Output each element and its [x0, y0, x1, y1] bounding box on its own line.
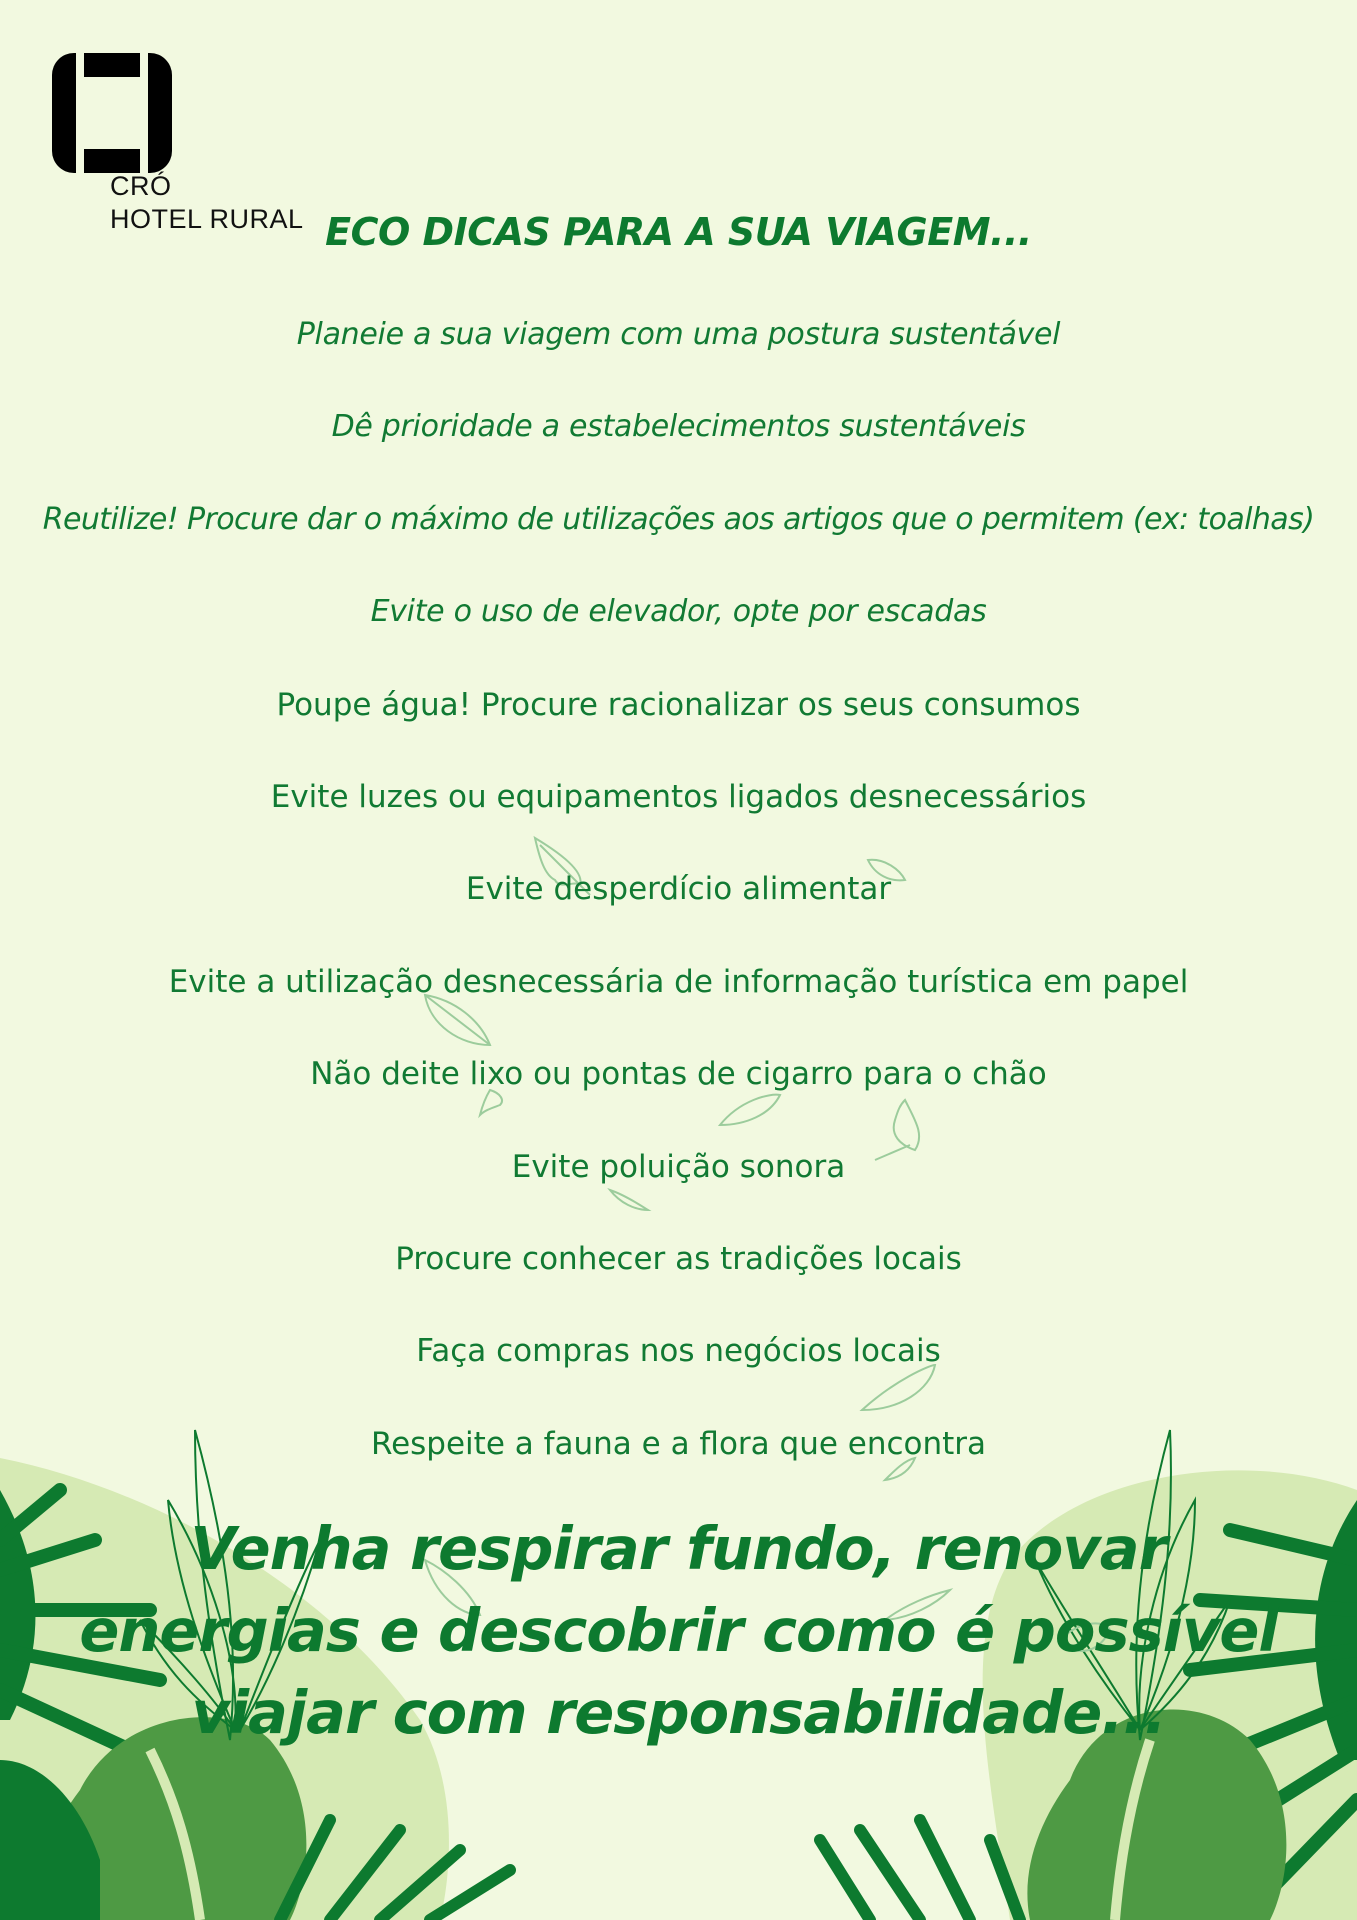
page-title: ECO DICAS PARA A SUA VIAGEM... — [325, 210, 1032, 254]
closing-line: viajar com responsabilidade... — [191, 1678, 1166, 1747]
tips-list — [0, 310, 1357, 1511]
tip-item: Evite luzes ou equipamentos ligados desnecessários — [270, 778, 1087, 815]
tip-item: Não deite lixo ou pontas de cigarro para o chão — [310, 1056, 1047, 1093]
tip-item: Reutilize! Procure dar o máximo de utilizações aos artigos que o permitem (ex: toalhas) — [42, 501, 1315, 537]
closing-message — [0, 1508, 1357, 1754]
tip-item: Planeie a sua viagem com uma postura sustentável — [296, 317, 1061, 352]
tip-item: Evite o uso de elevador, opte por escadas — [370, 594, 987, 630]
closing-line: Venha respirar fundo, renovar — [190, 1514, 1167, 1583]
tip-item: Poupe água! Procure racionalizar os seus consumos — [276, 686, 1081, 723]
tip-item: Evite poluição sonora — [511, 1148, 846, 1185]
tip-item: Faça compras nos negócios locais — [416, 1333, 941, 1370]
logo-line-1: CRÓ — [110, 171, 172, 201]
tip-item: Evite desperdício alimentar — [465, 871, 892, 908]
tip-item: Respeite a fauna e a flora que encontra — [370, 1425, 987, 1462]
tip-item: Procure conhecer as tradições locais — [395, 1240, 962, 1277]
closing-line: energias e descobrir como é possível — [79, 1596, 1278, 1665]
tip-item: Evite a utilização desnecessária de informação turística em papel — [168, 963, 1189, 1000]
logo-line-2: HOTEL RURAL — [110, 204, 304, 234]
tip-item: Dê prioridade a estabelecimentos sustentáveis — [331, 409, 1026, 445]
